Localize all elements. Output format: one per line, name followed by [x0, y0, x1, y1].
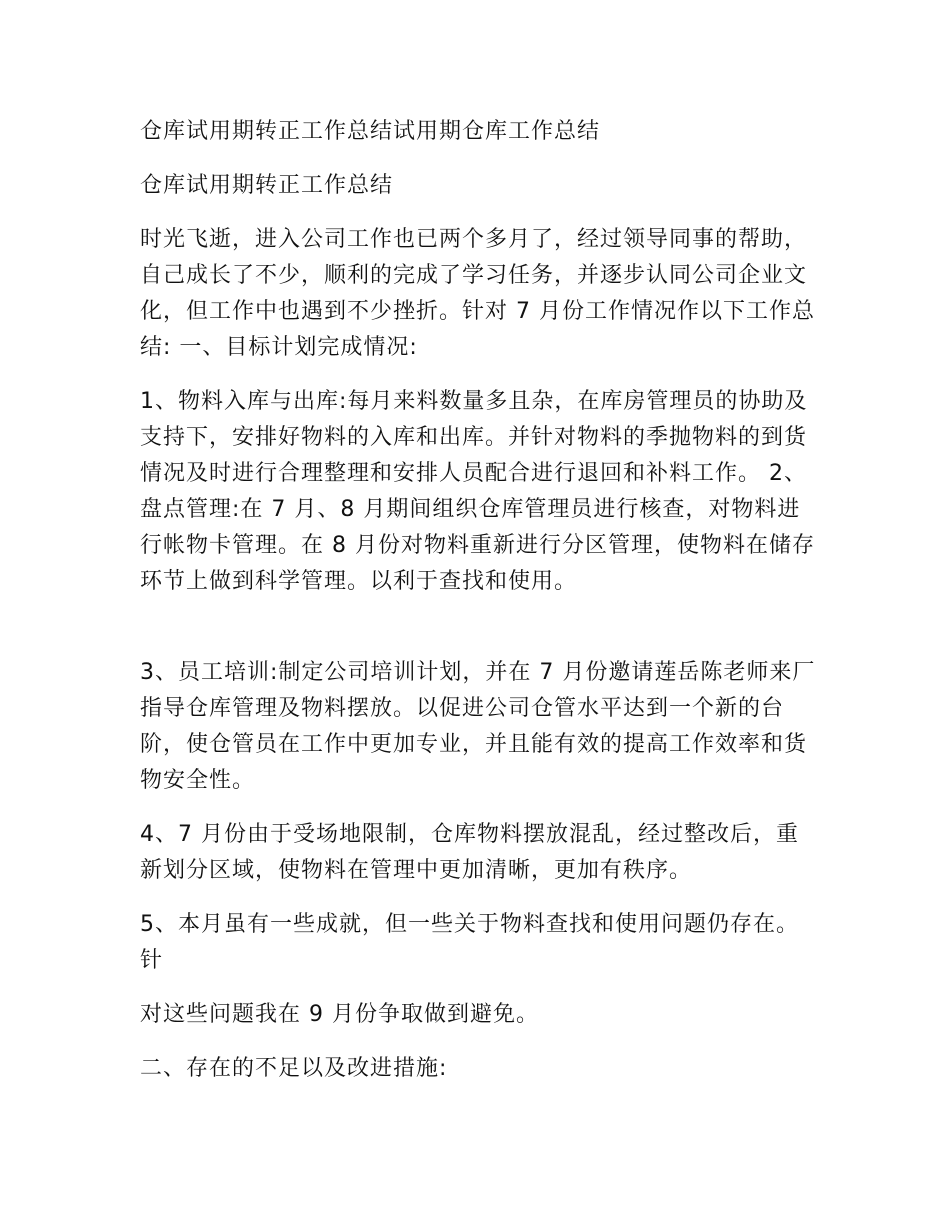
- section-heading-2: 二、存在的不足以及改进措施:: [140, 1056, 448, 1081]
- paragraph-item-4: 4、7 月份由于受场地限制，仓库物料摆放混乱，经过整改后，重新划分区域，使物料在管理中更加清晰，更加有秩序。: [140, 822, 799, 883]
- document-subtitle: 仓库试用期转正工作总结: [140, 173, 394, 198]
- document-body: [140, 114, 820, 1087]
- intro-paragraph: 时光飞逝，进入公司工作也已两个多月了，经过领导同事的帮助，自己成长了不少，顺利的完成了学习任务，并逐步认同公司企业文化，但工作中也遇到不少挫折。针对 7 月份工作情况作以下工作总结: 一、目标计划完成情况:: [140, 227, 815, 360]
- paragraph-item-3: 3、员工培训:制定公司培训计划，并在 7 月份邀请莲岳陈老师来厂指导仓库管理及物料摆放。以促进公司仓管水平达到一个新的台阶，使仓管员在工作中更加专业，并且能有效的提高工作效率和货物安全性。: [140, 660, 816, 793]
- paragraph-item-5: 5、本月虽有一些成就，但一些关于物料查找和使用问题仍存在。针: [140, 912, 799, 973]
- document-title: 仓库试用期转正工作总结试用期仓库工作总结: [140, 119, 601, 144]
- paragraph-continuation: 对这些问题我在 9 月份争取做到避免。: [140, 1002, 539, 1027]
- paragraph-item-1-2: 1、物料入库与出库:每月来料数量多且杂，在库房管理员的协助及支持下，安排好物料的入库和出库。并针对物料的季抛物料的到货情况及时进行合理整理和安排人员配合进行退回和补料工作。 2、盘点管理:在 7 月、8 月期间组织仓库管理员进行核查，对物料进行帐物卡管理。在 8 月份对物料重新进行分区管理，使物料在储存环节上做到科学管理。以利于查找和使用。: [140, 389, 815, 594]
